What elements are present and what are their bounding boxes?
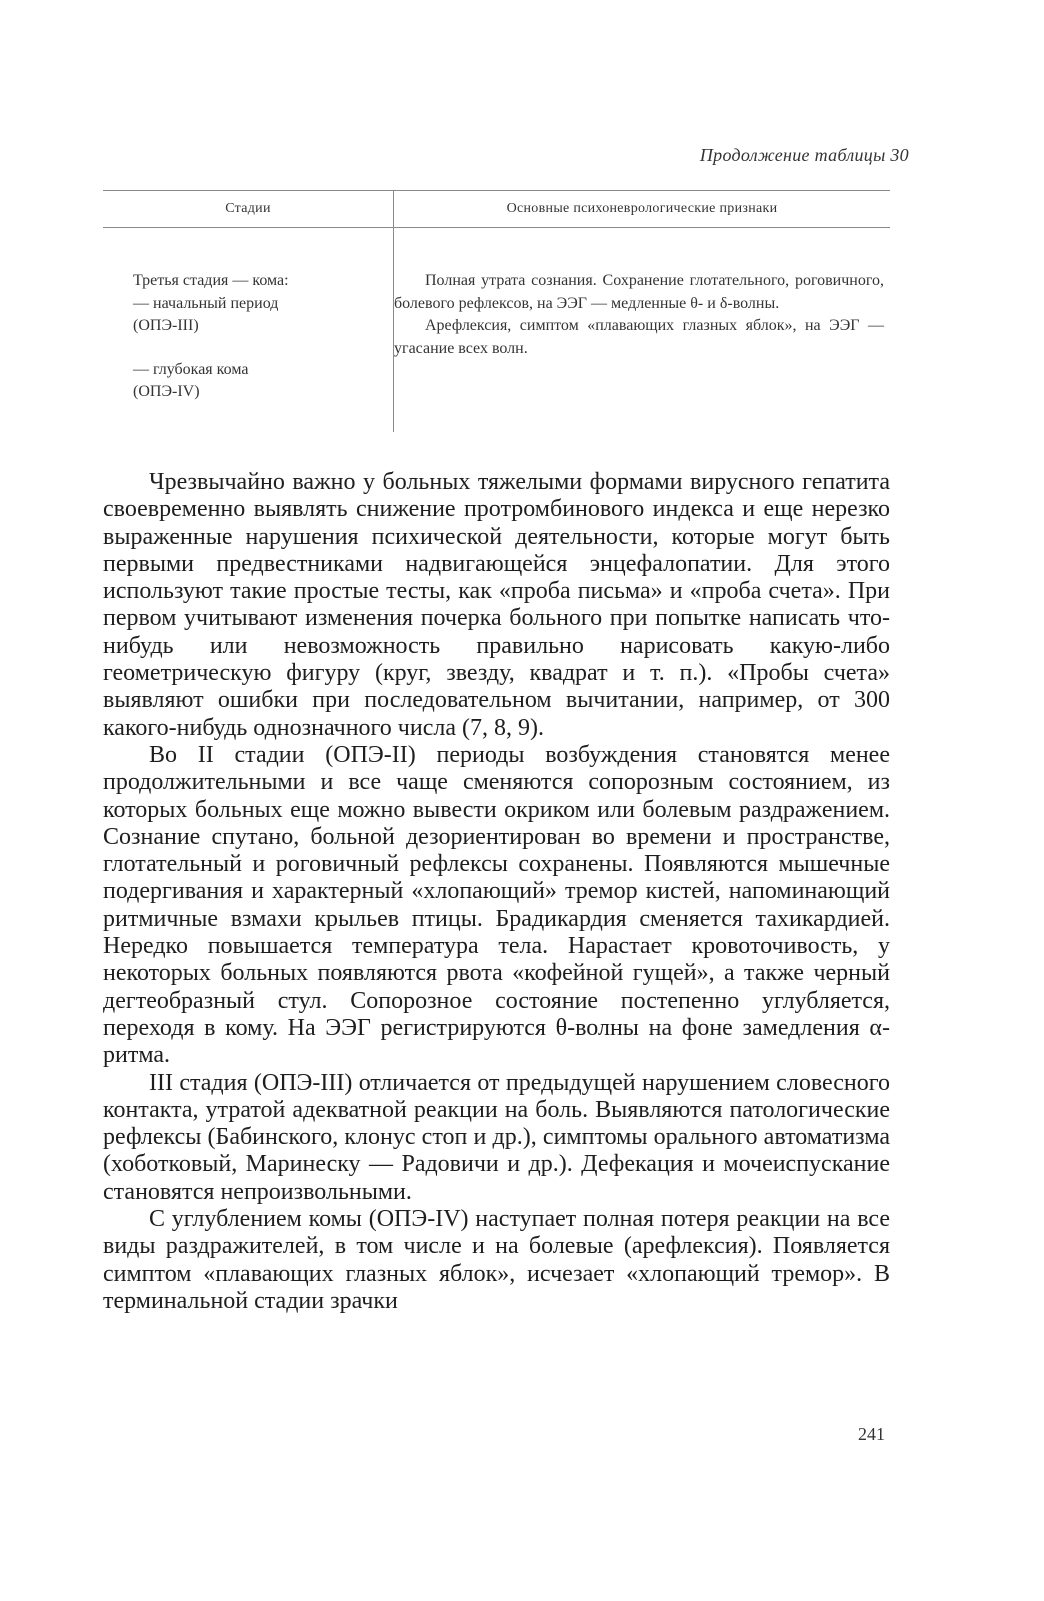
stage-line: Третья стадия — кома:: [133, 272, 289, 289]
stage-line: (ОПЭ-IV): [133, 383, 200, 400]
signs-cell: [394, 270, 884, 360]
table-header-rule: [103, 227, 890, 228]
stage-line: — глубокая кома: [133, 360, 249, 378]
page-number: 241: [858, 1424, 885, 1444]
stage-line: (ОПЭ-III): [133, 317, 199, 334]
body-paragraph: Чрезвычайно важно у больных тяжелыми формами вирусного гепатита своевременно выявлять снижение протромбинового индекса и еще нерезко выраженные нарушения психической деятельности, которые могут быть первыми предвестниками надвигающейся энцефалопатии. Для этого используют такие простые тесты, как «проба письма» и «проба счета». При первом учитывают изменения почерка больного при попытке написать что-нибудь или невозможность правильно нарисовать какую-либо геометрическую фигуру (круг, звезду, квадрат и т. п.). «Пробы счета» выявляют ошибки при последовательном вычитании, например, от 300 какого-нибудь однозначного числа (7, 8, 9).: [103, 469, 890, 741]
continued-table: [103, 190, 890, 432]
body-paragraph: С углублением комы (ОПЭ-IV) наступает полная потеря реакции на все виды раздражителей, в том числе и на болевые (арефлексия). Появляется симптом «плавающих глазных яблок», исчезает «хлопающий тремор». В терминальной стадии зрачки: [103, 1206, 890, 1314]
signs-paragraph: Арефлексия, симптом «плавающих глазных яблок», на ЭЭГ — угасание всех волн.: [394, 317, 884, 357]
stage-cell: [133, 270, 383, 404]
stage-line: — начальный период: [133, 294, 279, 312]
signs-paragraph: Полная утрата сознания. Сохранение глотательного, роговичного, болевого рефлексов, на ЭЭГ — медленные θ- и δ-волны.: [394, 272, 884, 312]
header-stages: Стадии: [225, 201, 271, 216]
body-paragraph: III стадия (ОПЭ-III) отличается от предыдущей нарушением словесного контакта, утратой адекватной реакции на боль. Выявляются патологические рефлексы (Бабинского, клонус стоп и др.), симптомы орального автоматизма (хоботковый, Маринеску — Радовичи и др.). Дефекация и мочеиспускание становятся непроизвольными.: [103, 1069, 890, 1205]
table-top-rule: [103, 190, 890, 191]
header-signs: Основные психоневрологические признаки: [506, 201, 778, 216]
table-caption: Продолжение таблицы 30: [699, 145, 909, 165]
body-paragraph: Во II стадии (ОПЭ-II) периоды возбуждения становятся менее продолжительными и все чаще сменяются сопорозным состоянием, из которых больных еще можно вывести окриком или болевым раздражением. Сознание спутано, больной дезориентирован во времени и пространстве, глотательный и роговичный рефлексы сохранены. Появляются мышечные подергивания и характерный «хлопающий» тремор кистей, напоминающий ритмичные взмахи крыльев птицы. Брадикардия сменяется тахикардией. Нередко повышается температура тела. Нарастает кровоточивость, у некоторых больных появляются рвота «кофейной гущей», а также черный дегтеобразный стул. Сопорозное состояние постепенно углубляется, переходя в кому. На ЭЭГ регистрируются θ-волны на фоне замедления α-ритма.: [103, 741, 890, 1069]
body-text: [103, 469, 890, 1315]
